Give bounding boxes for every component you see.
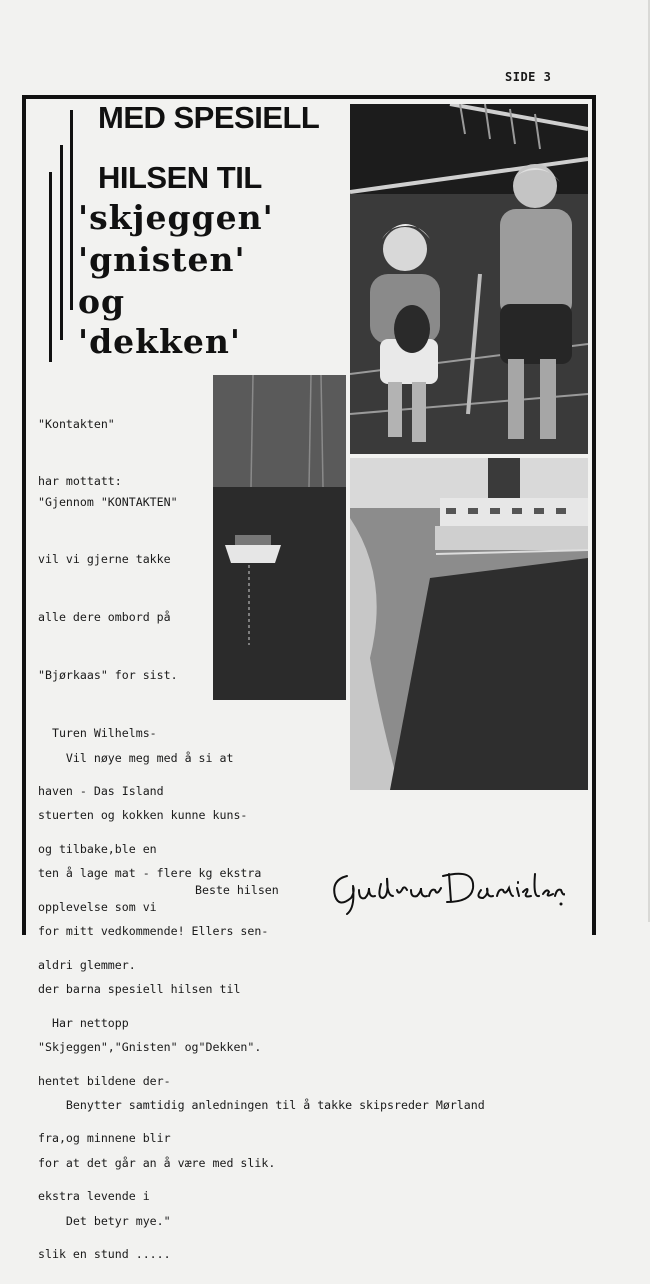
headline-name-skjeggen: 'skjeggen' [78, 198, 274, 237]
headline-name-gnisten: 'gnisten' [78, 240, 246, 279]
letter-line: for mitt vedkommende! Ellers sen- [38, 924, 269, 939]
letter-continuation [38, 710, 485, 1250]
intro-line: "Kontakten" [38, 416, 115, 431]
decorative-rule [70, 110, 73, 310]
letter-line: "Bjørkaas" for sist. [38, 668, 178, 683]
letter-line: fra,og minnene blir [38, 1131, 171, 1146]
decorative-rule [60, 145, 63, 340]
lifeboat-at-sea-photo [213, 375, 346, 700]
children-on-deck-photo [350, 104, 588, 454]
letter-line: hentet bildene der- [38, 1073, 171, 1088]
letter-line: "Gjennom "KONTAKTEN" [38, 494, 178, 509]
letter-line: Turen Wilhelms- [38, 726, 157, 741]
closing-greeting: Beste hilsen [195, 883, 279, 897]
letter-line: der barna spesiell hilsen til [38, 982, 241, 997]
headline-name-dekken: 'dekken' [78, 322, 241, 361]
headline-line-2: HILSEN TIL [98, 160, 262, 195]
letter-line: slik en stund ..... [38, 1247, 171, 1262]
handwritten-signature [325, 868, 565, 922]
headline-line-1: MED SPESIELL [98, 100, 320, 135]
letter-line: haven - Das Island [38, 784, 164, 799]
letter-line: "Skjeggen","Gnisten" og"Dekken". [38, 1040, 262, 1055]
letter-line: alle dere ombord på [38, 610, 171, 625]
letter-line: aldri glemmer. [38, 957, 136, 972]
letter-line: opplevelse som vi [38, 899, 157, 914]
intro-line: har mottatt: [38, 474, 122, 489]
letter-line: stuerten og kokken kunne kuns- [38, 808, 248, 823]
letter-line: Benytter samtidig anledningen til å takke skipsreder Mørland [38, 1097, 485, 1112]
letter-line: ten å lage mat - flere kg ekstra [38, 866, 262, 881]
page-number: SIDE 3 [505, 70, 552, 84]
letter-line: og tilbake,ble en [38, 841, 157, 856]
letter-line: for at det går an å være med slik. [38, 1155, 276, 1170]
headline-og: og [78, 282, 126, 321]
letter-line: Det betyr mye." [38, 1213, 171, 1228]
letter-line: ekstra levende i [38, 1189, 150, 1204]
letter-line: vil vi gjerne takke [38, 552, 171, 567]
decorative-rule [49, 172, 52, 362]
letter-line: Har nettopp [38, 1015, 129, 1030]
letter-line: Vil nøye meg med å si at [38, 750, 234, 765]
